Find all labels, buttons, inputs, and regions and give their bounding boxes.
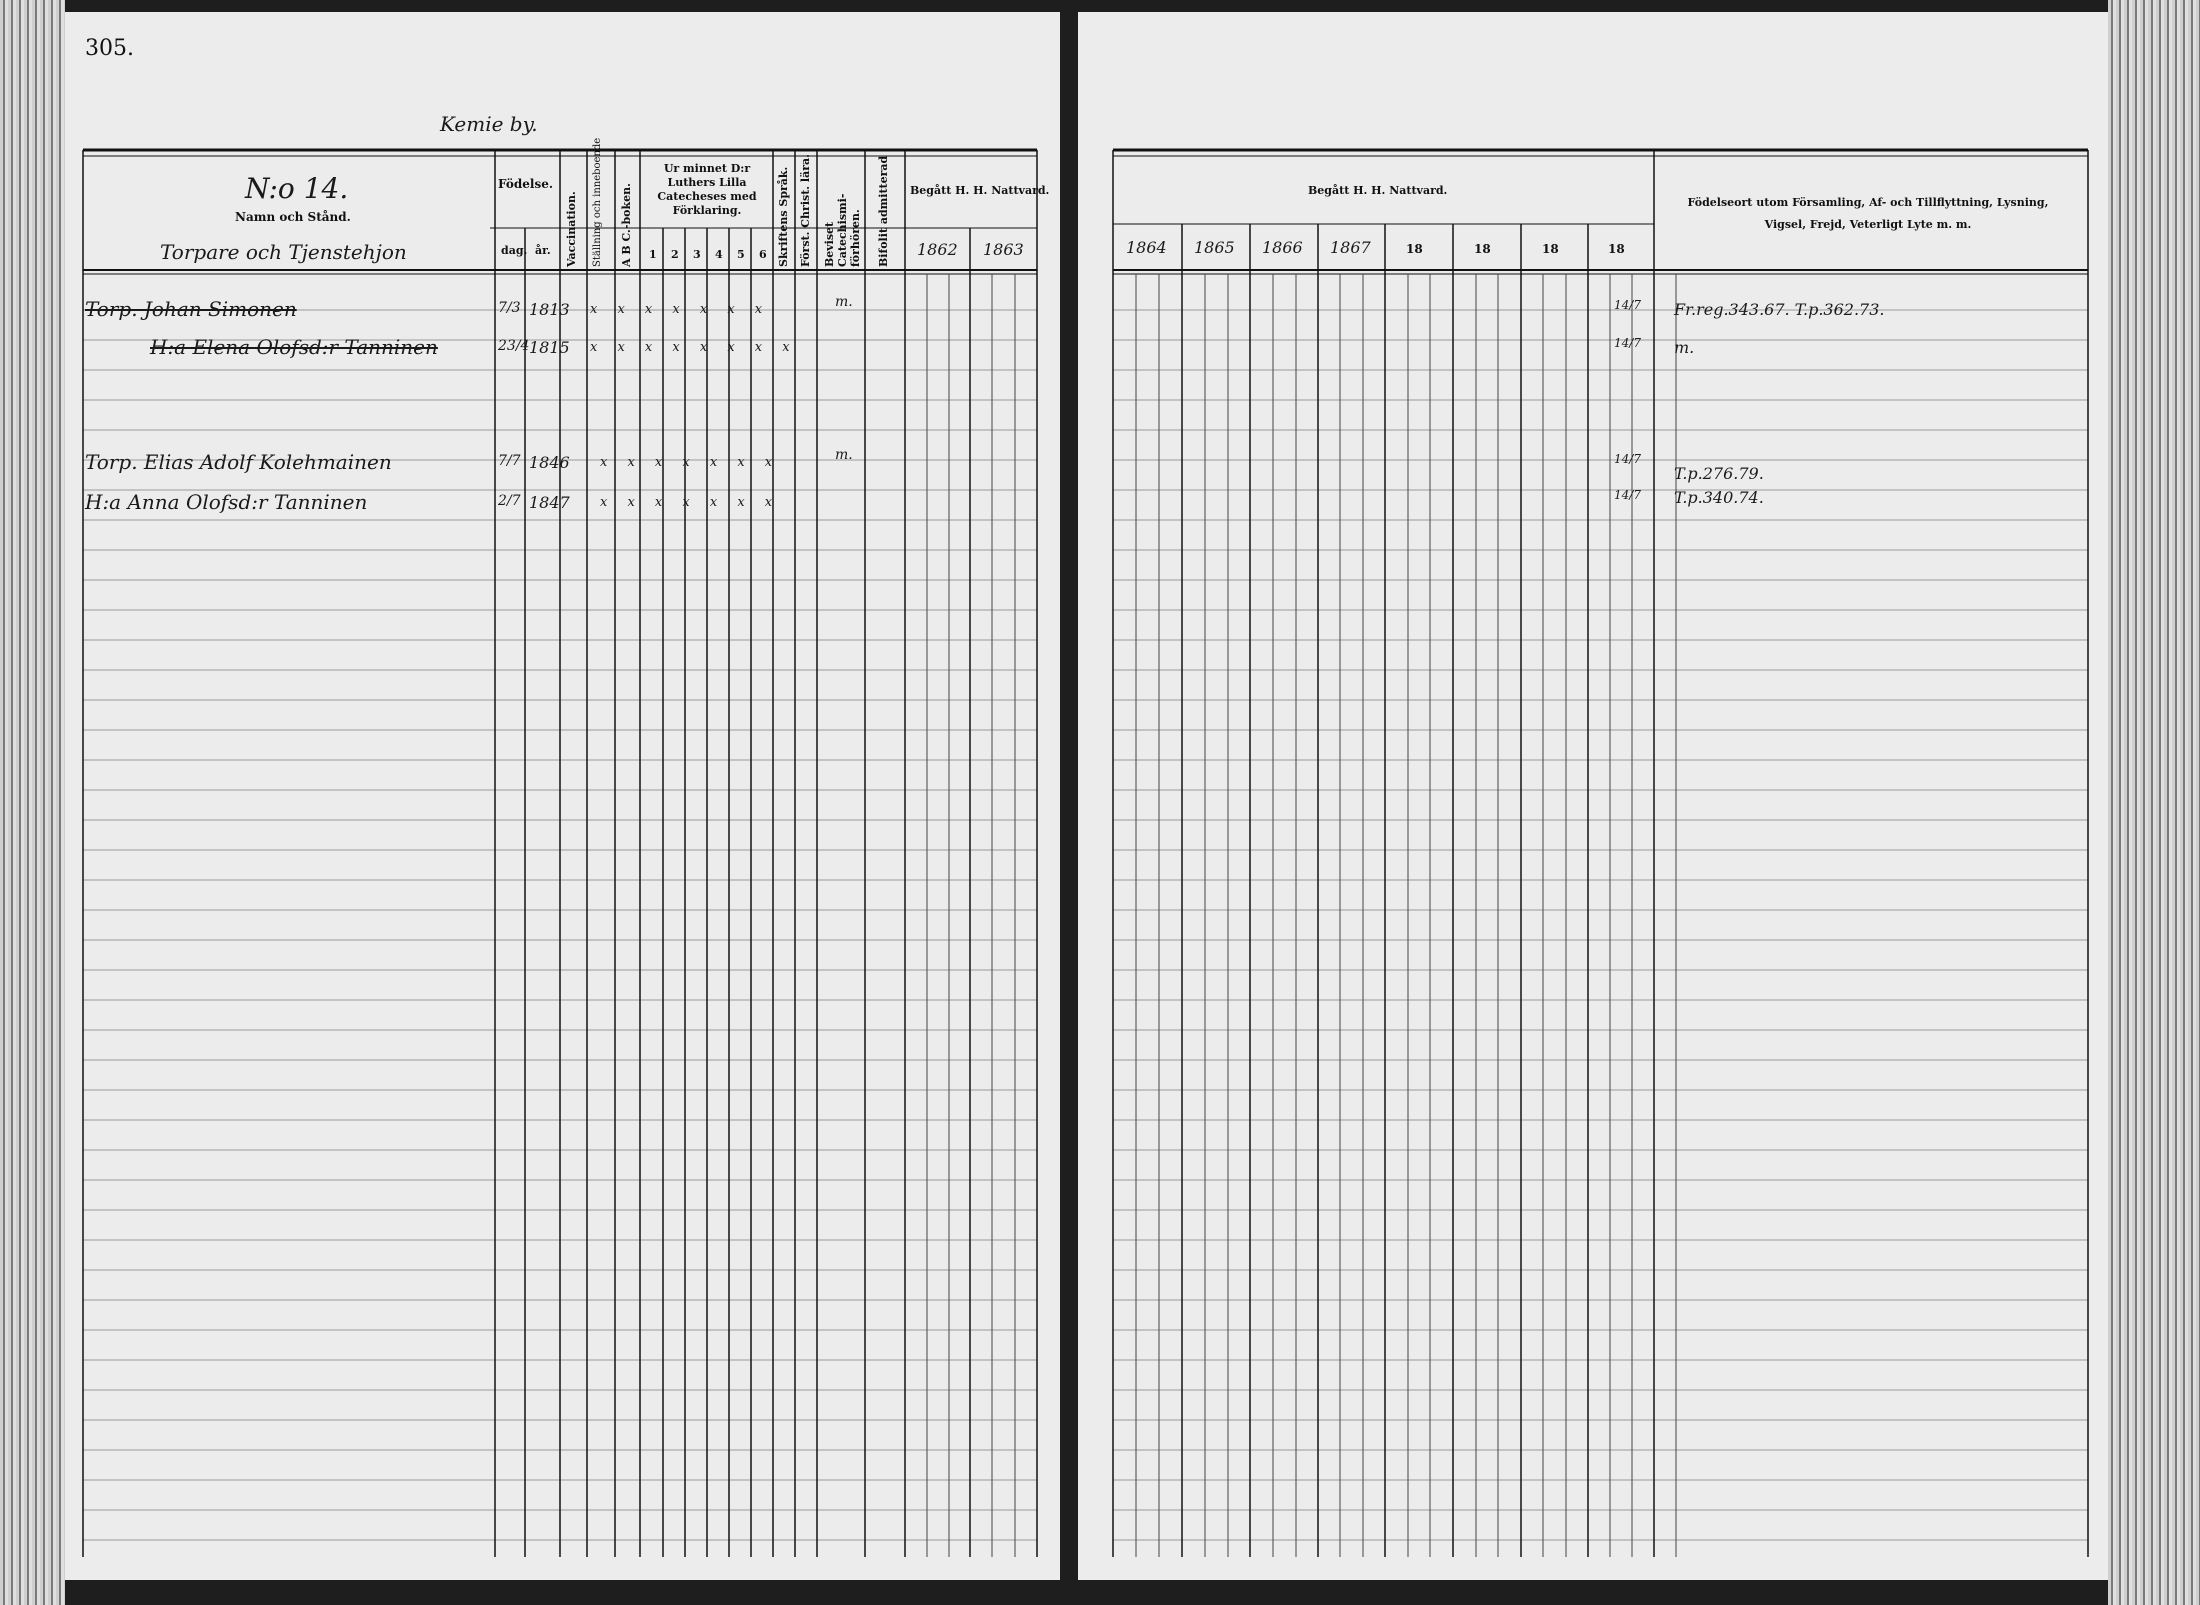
- entry-4-name: H:a Anna Olofsd:r Tanninen: [85, 490, 368, 514]
- entry-4-day: 2/7: [498, 493, 521, 509]
- entry-1-name: Torp. Johan Simonen: [85, 297, 297, 321]
- vaccination-label: Vaccination.: [565, 191, 578, 267]
- year-1866: 1866: [1262, 238, 1303, 257]
- cat-num-6: 6: [759, 248, 767, 261]
- entry-3-note: m.: [835, 447, 853, 463]
- entry-2-year: 1815: [529, 338, 570, 357]
- cat-num-5: 5: [737, 248, 745, 261]
- year-1863: 1863: [983, 240, 1024, 259]
- entry-1-day: 7/3: [498, 300, 521, 316]
- dag-label: dag.: [501, 244, 528, 257]
- fodelse-label: Födelse.: [498, 177, 554, 191]
- entry-1-right-days: 14/7: [1614, 298, 1641, 312]
- beviset-label: Beviset Catechismi-förhören.: [823, 193, 862, 267]
- village-title: Kemie by.: [440, 112, 538, 136]
- ur-minnet-label: Ur minnet D:r Luthers Lilla Catecheses med Förklaring.: [657, 162, 757, 217]
- page-number: 305.: [85, 36, 134, 61]
- year-18-c: 18: [1542, 242, 1559, 256]
- cat-num-3: 3: [693, 248, 701, 261]
- entry-2-name: H:a Elena Olofsd:r Tanninen: [150, 335, 438, 359]
- year-18-b: 18: [1474, 242, 1491, 256]
- cat-num-4: 4: [715, 248, 723, 261]
- ar-label: år.: [535, 244, 551, 257]
- book-edge-left: [0, 0, 65, 1605]
- entry-3-marks: x x x x x x x: [600, 455, 781, 470]
- year-18-a: 18: [1406, 242, 1423, 256]
- left-page: [65, 12, 1060, 1580]
- book-edge-right: [2108, 0, 2200, 1605]
- entry-3-right-note: T.p.276.79.: [1674, 464, 1764, 483]
- year-1867: 1867: [1330, 238, 1371, 257]
- entry-3-day: 7/7: [498, 453, 521, 469]
- entry-1-note: m.: [835, 294, 853, 310]
- cat-num-1: 1: [649, 248, 657, 261]
- household-number: N:o 14.: [245, 172, 349, 205]
- entry-1-marks: x x x x x x x: [590, 302, 771, 317]
- forst-label: Först. Christ. lära.: [799, 154, 812, 267]
- year-1865: 1865: [1194, 238, 1235, 257]
- entry-4-right-note: T.p.340.74.: [1674, 488, 1764, 507]
- entry-1-right-note: Fr.reg.343.67. T.p.362.73.: [1674, 300, 1885, 319]
- nattvard-label-left: Begått H. H. Nattvard.: [910, 184, 1050, 197]
- right-page: [1078, 12, 2108, 1580]
- entry-4-year: 1847: [529, 493, 570, 512]
- entry-1-year: 1813: [529, 300, 570, 319]
- entry-4-marks: x x x x x x x: [600, 495, 781, 510]
- entry-2-right-days: 14/7: [1614, 336, 1641, 350]
- cat-num-2: 2: [671, 248, 679, 261]
- year-1864: 1864: [1126, 238, 1167, 257]
- year-18-d: 18: [1608, 242, 1625, 256]
- abc-label: A B C.-boken.: [620, 183, 633, 267]
- entry-2-day: 23/4: [498, 338, 530, 354]
- entry-3-year: 1846: [529, 453, 570, 472]
- entry-2-marks: x x x x x x x x: [590, 340, 798, 355]
- name-column-label: Namn och Stånd.: [235, 210, 351, 224]
- bifolit-label: Bifolit admitterad: [877, 155, 890, 267]
- stallning-label: Ställning och inneboende: [592, 137, 603, 267]
- stand-heading: Torpare och Tjenstehjon: [160, 240, 407, 264]
- skriftens-label: Skriftens Språk.: [777, 166, 790, 267]
- year-1862: 1862: [917, 240, 958, 259]
- fodelseort-label: Födelseort utom Församling, Af- och Tillflyttning, Lysning, Vigsel, Frejd, Veterligt Lyte m. m.: [1687, 196, 2049, 231]
- entry-3-name: Torp. Elias Adolf Kolehmainen: [85, 450, 392, 474]
- nattvard-label-right: Begått H. H. Nattvard.: [1308, 184, 1448, 197]
- entry-3-right-days: 14/7: [1614, 452, 1641, 466]
- entry-4-right-days: 14/7: [1614, 488, 1641, 502]
- entry-2-right-note: m.: [1674, 338, 1695, 357]
